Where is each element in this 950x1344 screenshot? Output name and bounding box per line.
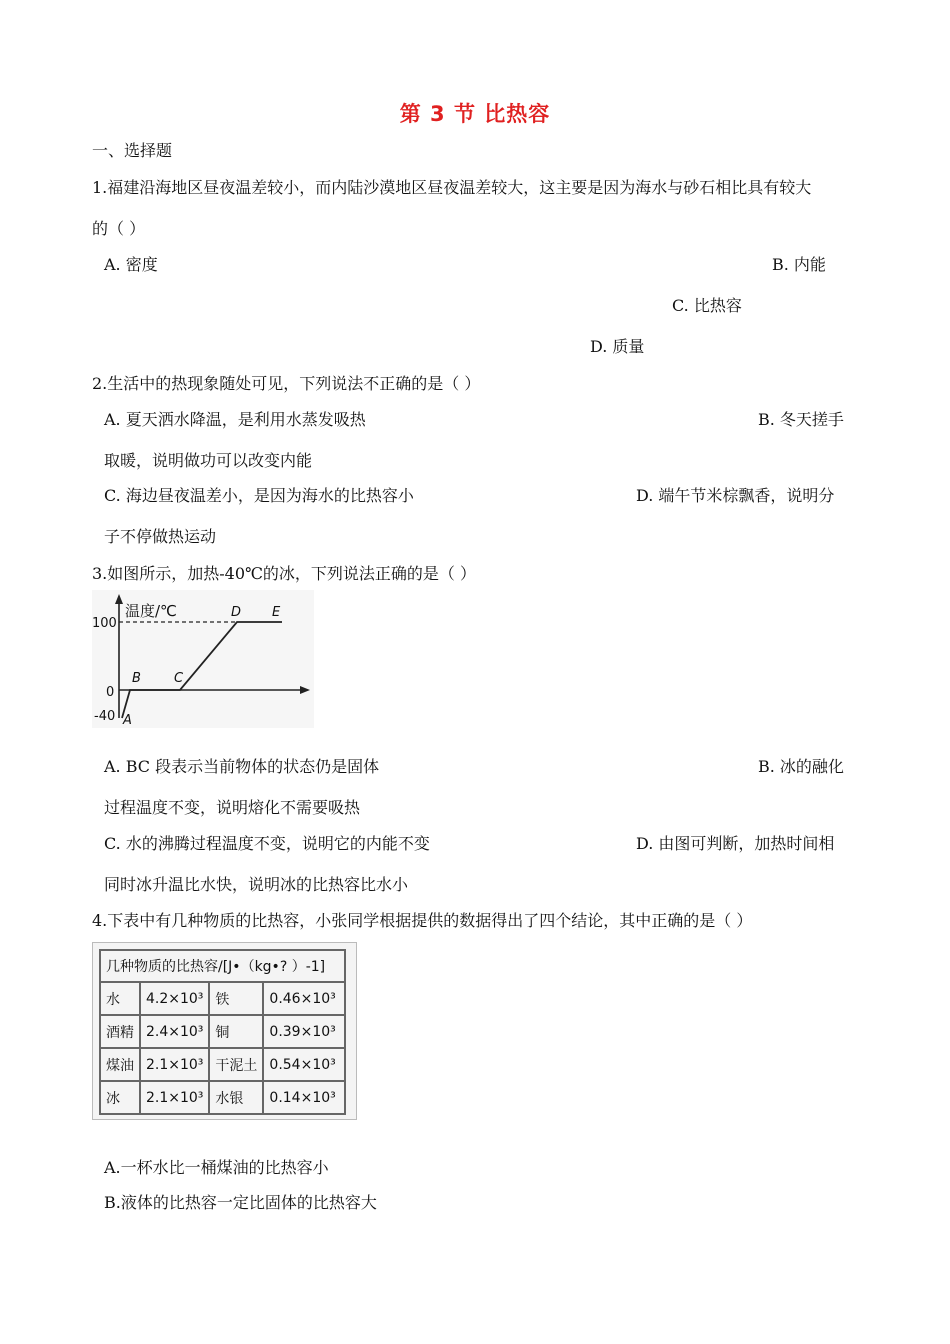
q3-option-b-cont: 过程温度不变，说明熔化不需要吸热	[104, 798, 361, 817]
q2-stem: 2.生活中的热现象随处可见，下列说法不正确的是（ ）	[92, 374, 481, 393]
q4-option-a[interactable]: A.一杯水比一桶煤油的比热容小	[104, 1158, 329, 1177]
table-row	[100, 1015, 345, 1048]
table-cell: 2.1×10³	[140, 1048, 209, 1081]
point-label-b: B	[132, 671, 141, 686]
heating-curve	[122, 622, 282, 718]
q1-stem-line1: 1.福建沿海地区昼夜温差较小，而内陆沙漠地区昼夜温差较大，这主要是因为海水与砂石相比具有较大	[92, 178, 812, 197]
table-cell: 铁	[209, 982, 263, 1015]
q2-option-c[interactable]: C. 海边昼夜温差小，是因为海水的比热容小	[104, 486, 414, 505]
y-axis-label: 温度/℃	[125, 602, 177, 620]
table-cell: 0.46×10³	[263, 982, 345, 1015]
x-axis-arrow	[300, 686, 310, 694]
specific-heat-table	[99, 949, 346, 1115]
table-cell: 水	[100, 982, 140, 1015]
table-cell: 水银	[209, 1081, 263, 1114]
table-cell: 0.54×10³	[263, 1048, 345, 1081]
q2-option-d[interactable]: D. 端午节米棕飘香，说明分	[636, 486, 835, 505]
q1-stem-line2: 的（ ）	[92, 219, 146, 238]
q3-option-b[interactable]: B. 冰的融化	[758, 757, 844, 776]
table-header: 几种物质的比热容/[J•（kg•? ）-1]	[100, 950, 345, 982]
y-tick-0: 0	[106, 685, 115, 700]
q1-option-b[interactable]: B. 内能	[772, 255, 826, 274]
table-cell: 2.1×10³	[140, 1081, 209, 1114]
y-tick-100: 100	[92, 616, 117, 631]
q3-option-d-cont: 同时冰升温比水快，说明冰的比热容比水小	[104, 875, 409, 894]
q2-option-b[interactable]: B. 冬天搓手	[758, 410, 844, 429]
q1-option-a[interactable]: A. 密度	[104, 255, 158, 274]
point-label-a: A	[123, 713, 132, 728]
point-label-c: C	[174, 671, 184, 686]
page-title: 第 3 节 比热容	[399, 102, 551, 126]
q4-option-b[interactable]: B.液体的比热容一定比固体的比热容大	[104, 1193, 377, 1212]
table-cell: 4.2×10³	[140, 982, 209, 1015]
y-tick-neg40: -40	[94, 709, 116, 724]
q2-option-b-cont: 取暖，说明做功可以改变内能	[104, 451, 313, 470]
table-cell: 煤油	[100, 1048, 140, 1081]
table-row	[100, 1048, 345, 1081]
q3-option-c[interactable]: C. 水的沸腾过程温度不变，说明它的内能不变	[104, 834, 430, 853]
q3-option-a[interactable]: A. BC 段表示当前物体的状态仍是固体	[104, 757, 380, 776]
table-row	[100, 1081, 345, 1114]
y-axis-arrow	[115, 594, 123, 604]
q4-stem: 4.下表中有几种物质的比热容，小张同学根据提供的数据得出了四个结论，其中正确的是（ ）	[92, 911, 753, 930]
q1-option-c[interactable]: C. 比热容	[672, 296, 742, 315]
point-label-e: E	[272, 605, 281, 620]
table-cell: 0.39×10³	[263, 1015, 345, 1048]
point-label-d: D	[231, 605, 242, 620]
table-cell: 铜	[209, 1015, 263, 1048]
specific-heat-table-image	[92, 942, 357, 1120]
q2-option-a[interactable]: A. 夏天洒水降温，是利用水蒸发吸热	[104, 410, 366, 429]
table-cell: 酒精	[100, 1015, 140, 1048]
q2-option-d-cont: 子不停做热运动	[104, 527, 217, 546]
temperature-graph	[92, 590, 314, 728]
temperature-graph-svg	[92, 590, 314, 728]
table-cell: 冰	[100, 1081, 140, 1114]
table-cell: 2.4×10³	[140, 1015, 209, 1048]
q3-option-d[interactable]: D. 由图可判断，加热时间相	[636, 834, 835, 853]
table-row	[100, 982, 345, 1015]
q3-stem: 3.如图所示，加热-40℃的冰，下列说法正确的是（ ）	[92, 564, 477, 583]
q1-option-d[interactable]: D. 质量	[590, 337, 645, 356]
table-cell: 干泥土	[209, 1048, 263, 1081]
table-cell: 0.14×10³	[263, 1081, 345, 1114]
section-heading: 一、选择题	[92, 141, 173, 160]
